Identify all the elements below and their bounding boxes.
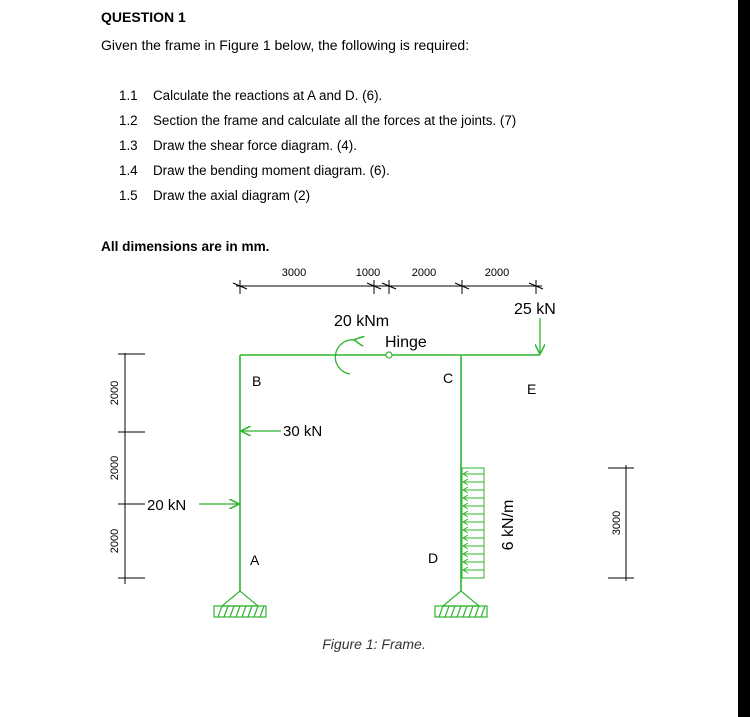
task-text: Draw the bending moment diagram. (6). xyxy=(153,163,390,178)
top-dim-3: 2000 xyxy=(411,267,437,279)
top-dimension-line xyxy=(233,280,543,294)
distributed-load xyxy=(462,468,484,578)
task-number: 1.1 xyxy=(119,88,138,103)
task-text: Draw the axial diagram (2) xyxy=(153,188,311,203)
left-dim-2: 2000 xyxy=(109,455,121,481)
udl-label: 6 kN/m xyxy=(500,499,517,551)
right-dim: 3000 xyxy=(611,510,623,536)
top-dim-2: 1000 xyxy=(355,267,381,279)
figure-caption: Figure 1: Frame. xyxy=(322,636,426,652)
task-number: 1.2 xyxy=(119,113,138,128)
joint-b-label: B xyxy=(252,373,262,389)
joint-a-label: A xyxy=(250,552,260,568)
point-load-25-label: 25 kN xyxy=(514,301,556,318)
left-dim-1: 2000 xyxy=(109,380,121,406)
task-text: Section the frame and calculate all the forces at the joints. (7) xyxy=(153,113,517,128)
dimensions-note: All dimensions are in mm. xyxy=(101,239,270,254)
hinge-label: Hinge xyxy=(385,334,427,351)
joint-c-label: C xyxy=(443,370,454,386)
joint-d-label: D xyxy=(428,550,439,566)
moment-arrow-icon xyxy=(335,340,355,374)
task-number: 1.4 xyxy=(119,163,138,178)
task-number: 1.3 xyxy=(119,138,138,153)
moment-label: 20 kNm xyxy=(334,313,390,330)
task-number: 1.5 xyxy=(119,188,138,203)
pin-support-a-icon xyxy=(214,591,266,617)
left-dimension-line xyxy=(118,353,145,584)
top-dim-4: 2000 xyxy=(484,267,510,279)
point-load-30-label: 30 kN xyxy=(283,423,323,440)
task-text: Calculate the reactions at A and D. (6). xyxy=(153,88,383,103)
hinge-icon xyxy=(386,352,392,358)
task-text: Draw the shear force diagram. (4). xyxy=(153,138,357,153)
left-dim-3: 2000 xyxy=(109,528,121,554)
point-load-20-label: 20 kN xyxy=(147,497,187,514)
question-title: QUESTION 1 xyxy=(101,9,186,25)
question-intro: Given the frame in Figure 1 below, the following is required: xyxy=(101,37,470,53)
joint-e-label: E xyxy=(527,381,537,397)
frame-members xyxy=(240,355,540,591)
pin-support-d-icon xyxy=(435,591,487,617)
top-dim-1: 3000 xyxy=(281,267,307,279)
